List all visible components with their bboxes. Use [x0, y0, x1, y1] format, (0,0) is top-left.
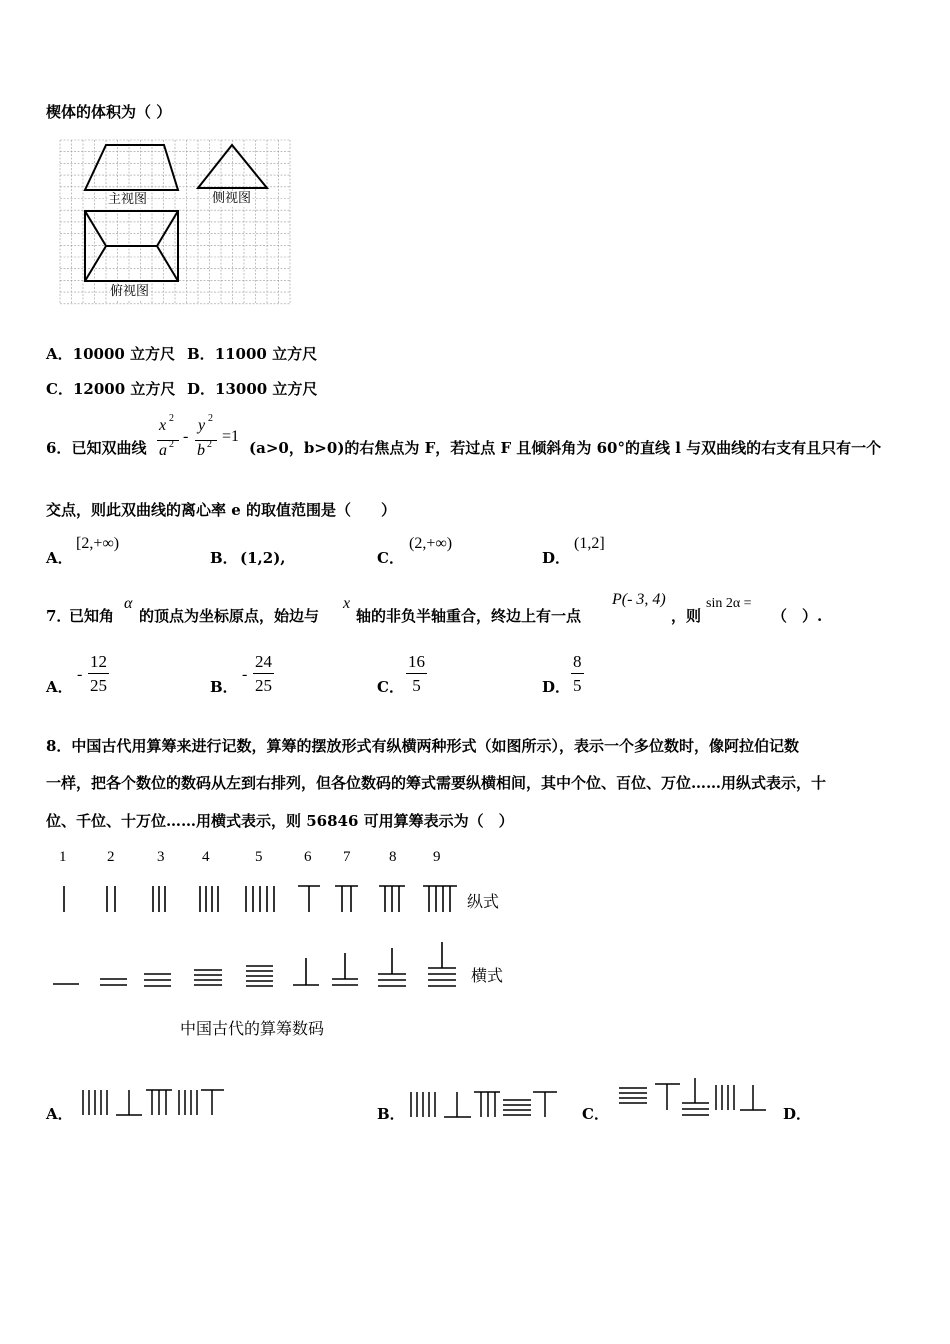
q8-stem-line2: 一样，把各个数位的数码从左到右排列，但各位数码的筹式需要纵横相间，其中个位、百位、万位……用纵式表示，十: [46, 774, 827, 792]
top-view-label: 俯视图: [110, 284, 150, 299]
q5-option-d[interactable]: D．13000 立方尺: [187, 380, 318, 398]
side-view-label: 侧视图: [212, 191, 252, 206]
q8-option-b-rods: [411, 1092, 557, 1117]
horizontal-form-label: 横式: [471, 966, 504, 985]
q5-option-b[interactable]: B．11000 立方尺: [187, 345, 318, 363]
q5-option-a[interactable]: A．10000 立方尺: [46, 345, 176, 363]
q8-option-b[interactable]: B．: [377, 1105, 405, 1123]
q8-option-d[interactable]: D．: [783, 1105, 812, 1123]
front-view-label: 主视图: [108, 192, 148, 207]
q8-option-a-rods: [83, 1090, 224, 1115]
q5-option-c[interactable]: C．12000 立方尺: [46, 380, 176, 398]
q8-stem-line3: 位、千位、十万位……用横式表示，则 56846 可用算筹表示为（ ）: [46, 812, 514, 830]
rod-figure-caption: 中国古代的算筹数码: [180, 1019, 325, 1038]
q6-stem-rest: (a>0，b>0)的右焦点为 F，若过点 F 且倾斜角为 60°的直线 l 与双曲线的右支有且只有一个: [249, 439, 882, 457]
q8-stem-line1: 8．中国古代用算筹来进行记数，算筹的摆放形式有纵横两种形式（如图所示），表示一个多位数时，像阿拉伯记数: [46, 737, 799, 755]
q5-stem-tail: 楔体的体积为（ ）: [46, 103, 172, 121]
q6-number: 6．已知双曲线: [46, 439, 147, 457]
vertical-form-label: 纵式: [467, 892, 500, 911]
q8-option-a[interactable]: A．: [46, 1105, 73, 1123]
q8-option-c[interactable]: C．: [582, 1105, 609, 1123]
q6-stem-line2: 交点，则此双曲线的离心率 e 的取值范围是（ ）: [46, 501, 396, 519]
q8-option-c-rods: [619, 1078, 766, 1115]
